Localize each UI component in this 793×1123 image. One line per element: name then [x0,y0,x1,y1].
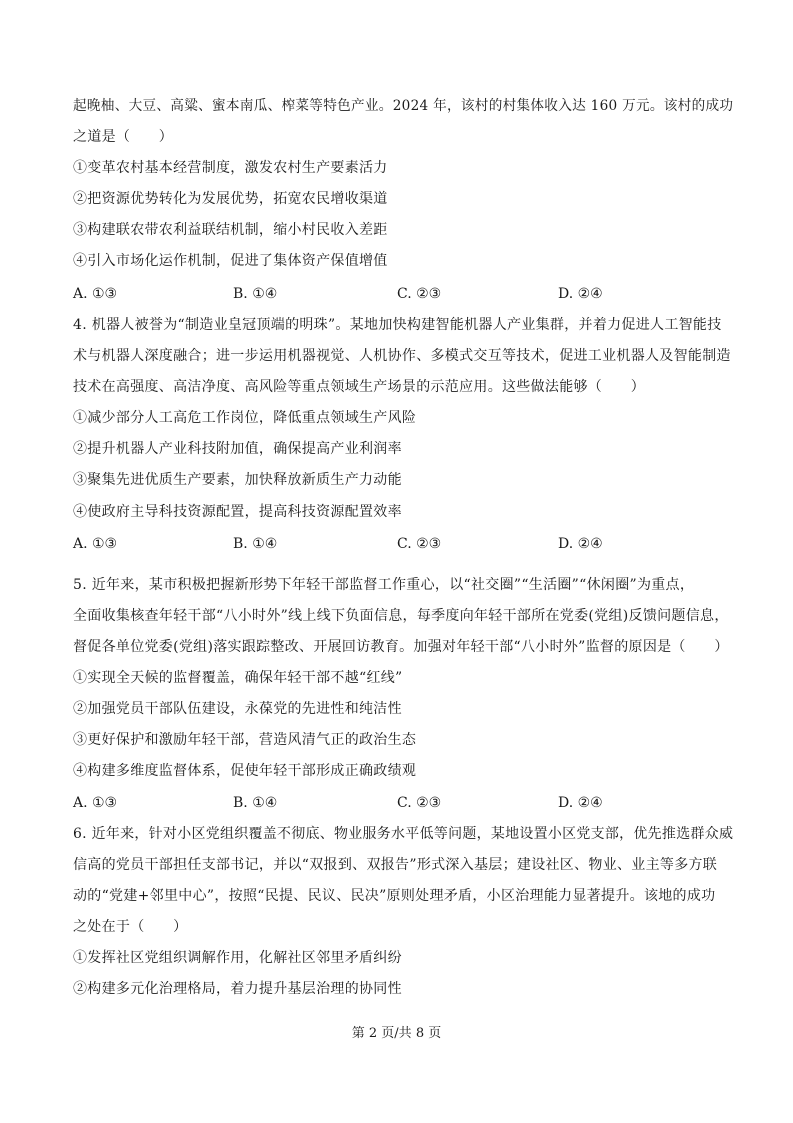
q5-option-c[interactable]: C. ②③ [397,795,442,811]
q3-statement-4: ④引入市场化运作机制，促进了集体资产保值增值 [73,253,388,269]
q4-option-d[interactable]: D. ②④ [558,536,603,552]
q5-stem-line-3: 督促各单位党委(党组)落实跟踪整改、开展回访教育。加强对年轻干部“八小时外”监督的原因是（ ） [73,639,729,655]
q5-options [73,793,733,813]
q5-stem-line-2: 全面收集核查年轻干部“八小时外”线上线下负面信息，每季度向年轻干部所在党委(党组)反馈问题信息， [73,608,729,624]
q6-stem-line-4: 之处在于（ ） [73,919,188,935]
q4-statement-3: ③聚集先进优质生产要素，加快释放新质生产力动能 [73,472,402,488]
q4-option-b[interactable]: B. ①④ [233,536,278,552]
q3-statement-1: ①变革农村基本经营制度，激发农村生产要素活力 [73,160,388,176]
q3-option-d[interactable]: D. ②④ [558,286,603,302]
q3-stem-line-1: 起晚柚、大豆、高粱、蜜本南瓜、榨菜等特色产业。2024 年，该村的村集体收入达 160 万元。该村的成功 [73,98,734,114]
q4-statement-4: ④使政府主导科技资源配置，提高科技资源配置效率 [73,504,402,520]
q3-option-a[interactable]: A. ①③ [73,286,118,302]
q3-stem-line-2: 之道是（ ） [73,129,174,145]
q5-option-b[interactable]: B. ①④ [233,795,278,811]
q3-options [73,284,733,304]
q4-stem-line-3: 技术在高强度、高洁净度、高风险等重点领域生产场景的示范应用。这些做法能够（ ） [73,379,645,395]
q4-option-c[interactable]: C. ②③ [397,536,442,552]
q5-option-a[interactable]: A. ①③ [73,795,118,811]
q4-stem-line-1: 4. 机器人被誉为“制造业皇冠顶端的明珠”。某地加快构建智能机器人产业集群，并着力促进人工智能技 [73,317,722,333]
q4-stem-line-2: 术与机器人深度融合；进一步运用机器视觉、人机协作、多模式交互等技术，促进工业机器人及智能制造 [73,348,731,364]
q3-statement-3: ③构建联农带农利益联结机制，缩小村民收入差距 [73,222,388,238]
q6-statement-1: ①发挥社区党组织调解作用，化解社区邻里矛盾纠纷 [73,950,402,966]
q5-statement-4: ④构建多维度监督体系，促使年轻干部形成正确政绩观 [73,763,417,779]
q5-statement-3: ③更好保护和激励年轻干部，营造风清气正的政治生态 [73,732,417,748]
q4-options [73,534,733,554]
q5-statement-2: ②加强党员干部队伍建设，永葆党的先进性和纯洁性 [73,701,402,717]
q3-option-b[interactable]: B. ①④ [233,286,278,302]
q4-statement-1: ①减少部分人工高危工作岗位，降低重点领域生产风险 [73,410,417,426]
q6-stem-line-1: 6. 近年来，针对小区党组织覆盖不彻底、物业服务水平低等问题，某地设置小区党支部，优先推选群众威 [73,826,734,842]
page-footer: 第 2 页/共 8 页 [351,1026,442,1041]
q5-stem-line-1: 5. 近年来，某市积极把握新形势下年轻干部监督工作重心，以“社交圈”“生活圈”“休闲圈”为重点， [73,577,695,593]
q3-option-c[interactable]: C. ②③ [397,286,442,302]
q5-option-d[interactable]: D. ②④ [558,795,603,811]
q4-statement-2: ②提升机器人产业科技附加值，确保提高产业利润率 [73,441,402,457]
q6-stem-line-3: 动的“党建+邻里中心”，按照“民提、民议、民决”原则处理矛盾，小区治理能力显著提升。该地的成功 [73,888,716,904]
q4-option-a[interactable]: A. ①③ [73,536,118,552]
q6-statement-2: ②构建多元化治理格局，着力提升基层治理的协同性 [73,981,402,997]
q6-stem-line-2: 信高的党员干部担任支部书记，并以“双报到、双报告”形式深入基层；建设社区、物业、业主等多方联 [73,857,718,873]
q5-statement-1: ①实现全天候的监督覆盖，确保年轻干部不越“红线” [73,670,403,686]
q3-statement-2: ②把资源优势转化为发展优势，拓宽农民增收渠道 [73,191,388,207]
